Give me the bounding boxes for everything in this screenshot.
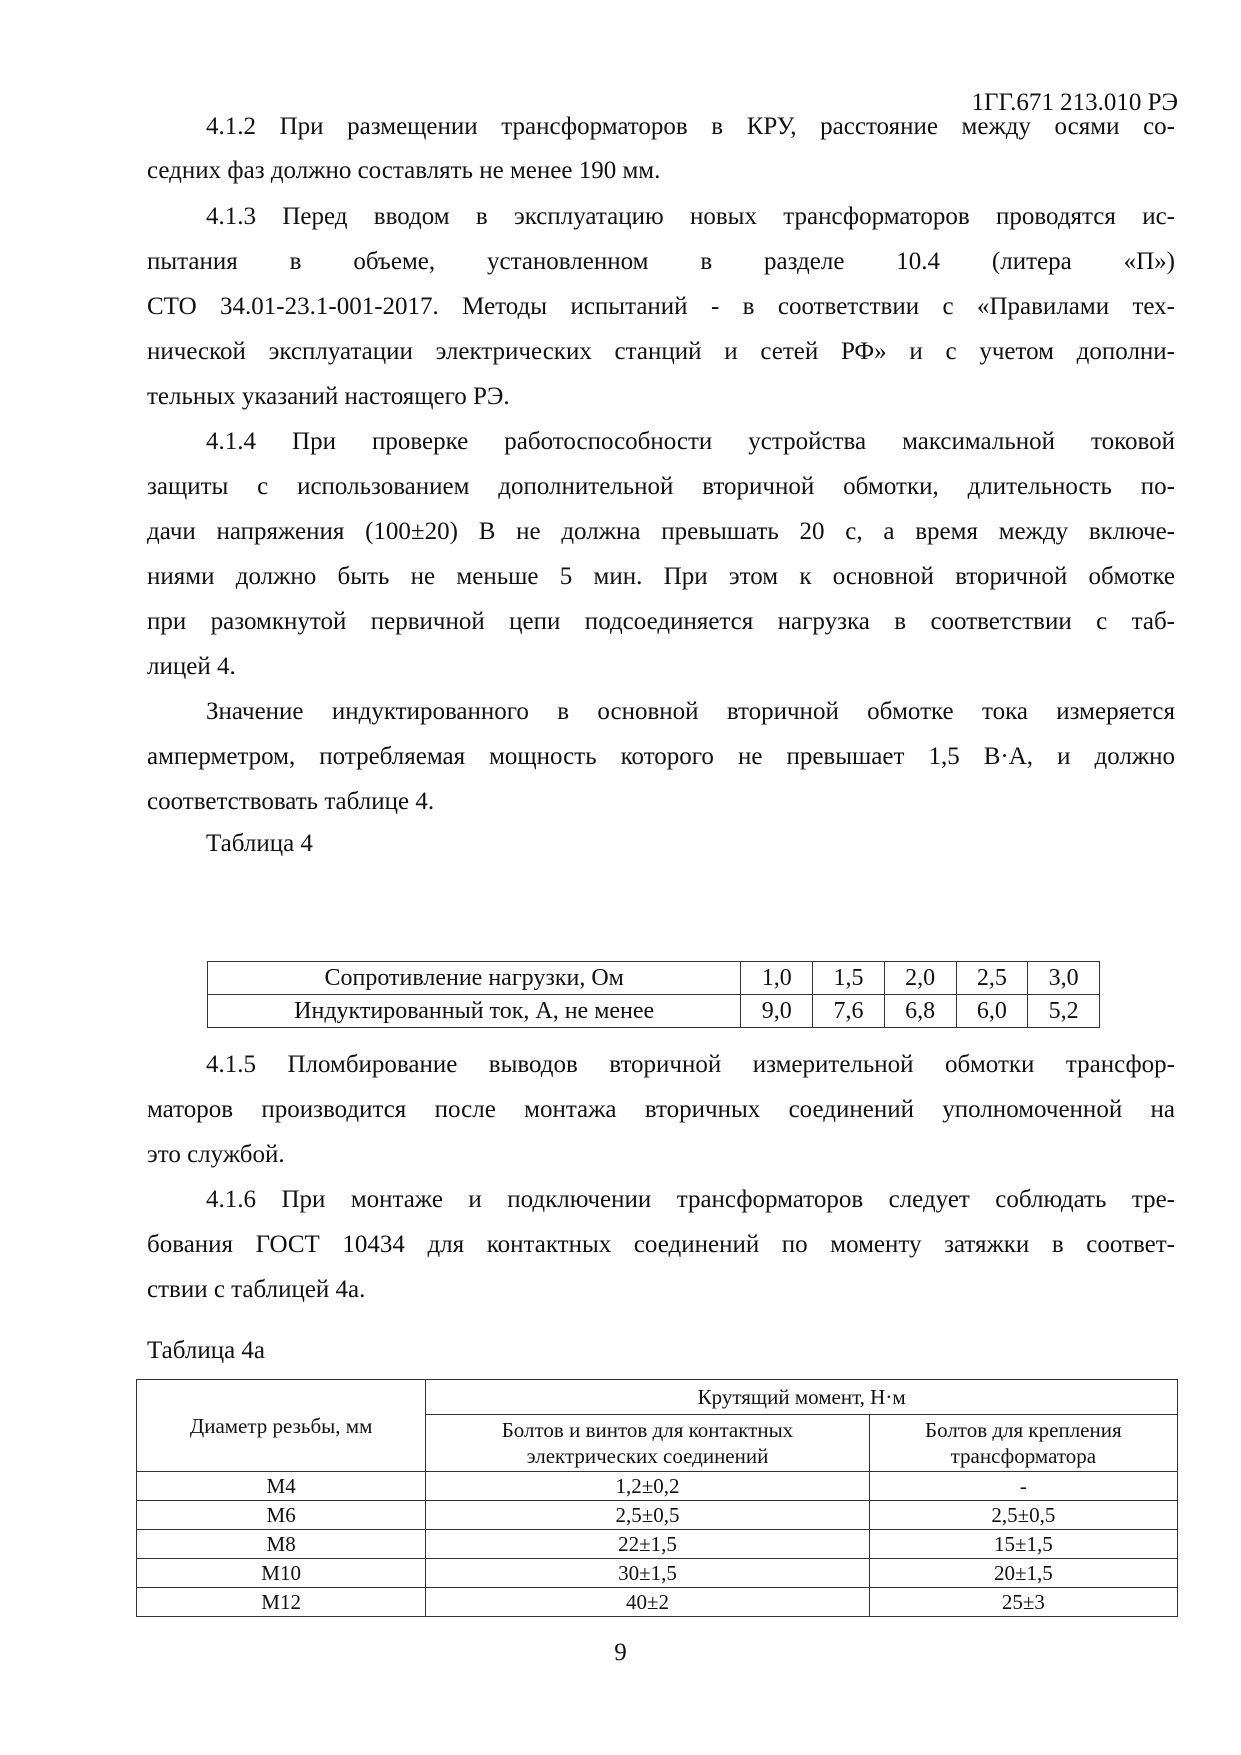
header-mounting-bolts-line: трансформатора [950,1444,1097,1468]
table-row [137,1501,1178,1530]
table-row [137,1530,1178,1559]
paragraph-4-1-2-line: 4.1.2 При размещении трансформаторов в КРУ, расстояние между осями со- [206,113,1175,140]
paragraph-4-1-4-line: лицей 4. [147,653,236,680]
table-cell: 30±1,5 [426,1559,869,1588]
table-row [137,1588,1178,1617]
table-cell: 2,5 [956,962,1028,995]
header-mounting-bolts-line: Болтов для крепления [925,1418,1122,1442]
table-cell: 22±1,5 [426,1530,869,1559]
paragraph-4-1-3-line: 4.1.3 Перед вводом в эксплуатацию новых трансформаторов проводятся ис- [206,203,1175,230]
header-contact-bolts-line: Болтов и винтов для контактных [501,1418,794,1442]
table-cell: 2,5±0,5 [426,1501,869,1530]
table-cell: М8 [137,1530,426,1559]
table-cell: 40±2 [426,1588,869,1617]
table-4-caption: Таблица 4 [206,830,313,857]
paragraph-4-1-6-line: бования ГОСТ 10434 для контактных соединений по моменту затяжки в соответ- [147,1231,1175,1258]
paragraph-measurement-line: соответствовать таблице 4. [147,788,435,815]
paragraph-4-1-4-line: защиты с использованием дополнительной вторичной обмотки, длительность по- [147,473,1175,500]
table-cell: М12 [137,1588,426,1617]
table-row [208,995,1100,1028]
paragraph-4-1-3-line: пытания в объеме, установленном в разделе 10.4 (литера «П») [147,248,1175,275]
paragraph-4-1-4-line: 4.1.4 При проверке работоспособности устройства максимальной токовой [206,428,1175,455]
table-cell: М4 [137,1472,426,1501]
document-code: 1ГГ.671 213.010 РЭ [971,89,1178,116]
table-header-row [137,1380,1178,1415]
table-cell: 1,5 [813,962,885,995]
table-row [208,962,1100,995]
table-cell: 2,0 [884,962,956,995]
table-cell: 1,2±0,2 [426,1472,869,1501]
header-thread-diameter: Диаметр резьбы, мм [137,1380,426,1472]
header-contact-bolts [426,1415,869,1472]
table-cell: 7,6 [813,995,885,1028]
paragraph-4-1-3-line: тельных указаний настоящего РЭ. [147,383,510,410]
table-4a [136,1379,1178,1617]
paragraph-4-1-4-line: ниями должно быть не меньше 5 мин. При этом к основной вторичной обмотке [147,563,1175,590]
table-cell: 6,8 [884,995,956,1028]
paragraph-4-1-5-line: 4.1.5 Пломбирование выводов вторичной измерительной обмотки трансфор- [206,1051,1175,1078]
header-mounting-bolts [869,1415,1177,1472]
table-cell: 9,0 [741,995,813,1028]
paragraph-4-1-6-line: ствии с таблицей 4а. [147,1276,366,1303]
paragraph-4-1-3-line: СТО 34.01-23.1-001-2017. Методы испытаний - в соответствии с «Правилами тех- [147,293,1175,320]
table-4 [207,961,1100,1028]
paragraph-4-1-3-line: нической эксплуатации электрических станций и сетей РФ» и с учетом дополни- [147,338,1175,365]
table-cell: 3,0 [1028,962,1100,995]
table-cell: - [869,1472,1177,1501]
paragraph-4-1-6-line: 4.1.6 При монтаже и подключении трансформаторов следует соблюдать тре- [206,1186,1175,1213]
table-cell: 25±3 [869,1588,1177,1617]
paragraph-4-1-5-line: это службой. [147,1141,285,1168]
table-cell: М10 [137,1559,426,1588]
paragraph-4-1-4-line: дачи напряжения (100±20) В не должна превышать 20 с, а время между включе- [147,518,1175,545]
table-cell: 1,0 [741,962,813,995]
table-4a-caption: Таблица 4а [147,1337,266,1364]
table-cell-label: Индуктированный ток, А, не менее [208,995,741,1028]
table-cell: 5,2 [1028,995,1100,1028]
table-cell-label: Сопротивление нагрузки, Ом [208,962,741,995]
table-cell: М6 [137,1501,426,1530]
page-number: 9 [614,1639,627,1666]
table-row [137,1472,1178,1501]
table-row [137,1559,1178,1588]
table-cell: 2,5±0,5 [869,1501,1177,1530]
table-cell: 20±1,5 [869,1559,1177,1588]
header-contact-bolts-line: электрических соединений [526,1444,769,1468]
paragraph-4-1-2-line: седних фаз должно составлять не менее 190 мм. [147,157,661,184]
header-torque-group: Крутящий момент, Н·м [426,1380,1178,1415]
paragraph-4-1-4-line: при разомкнутой первичной цепи подсоединяется нагрузка в соответствии с таб- [147,608,1175,635]
paragraph-4-1-5-line: маторов производится после монтажа вторичных соединений уполномоченной на [147,1096,1175,1123]
table-cell: 15±1,5 [869,1530,1177,1559]
paragraph-measurement-line: амперметром, потребляемая мощность которого не превышает 1,5 В·А, и должно [147,743,1175,770]
paragraph-measurement-line: Значение индуктированного в основной вторичной обмотке тока измеряется [206,698,1175,725]
table-cell: 6,0 [956,995,1028,1028]
